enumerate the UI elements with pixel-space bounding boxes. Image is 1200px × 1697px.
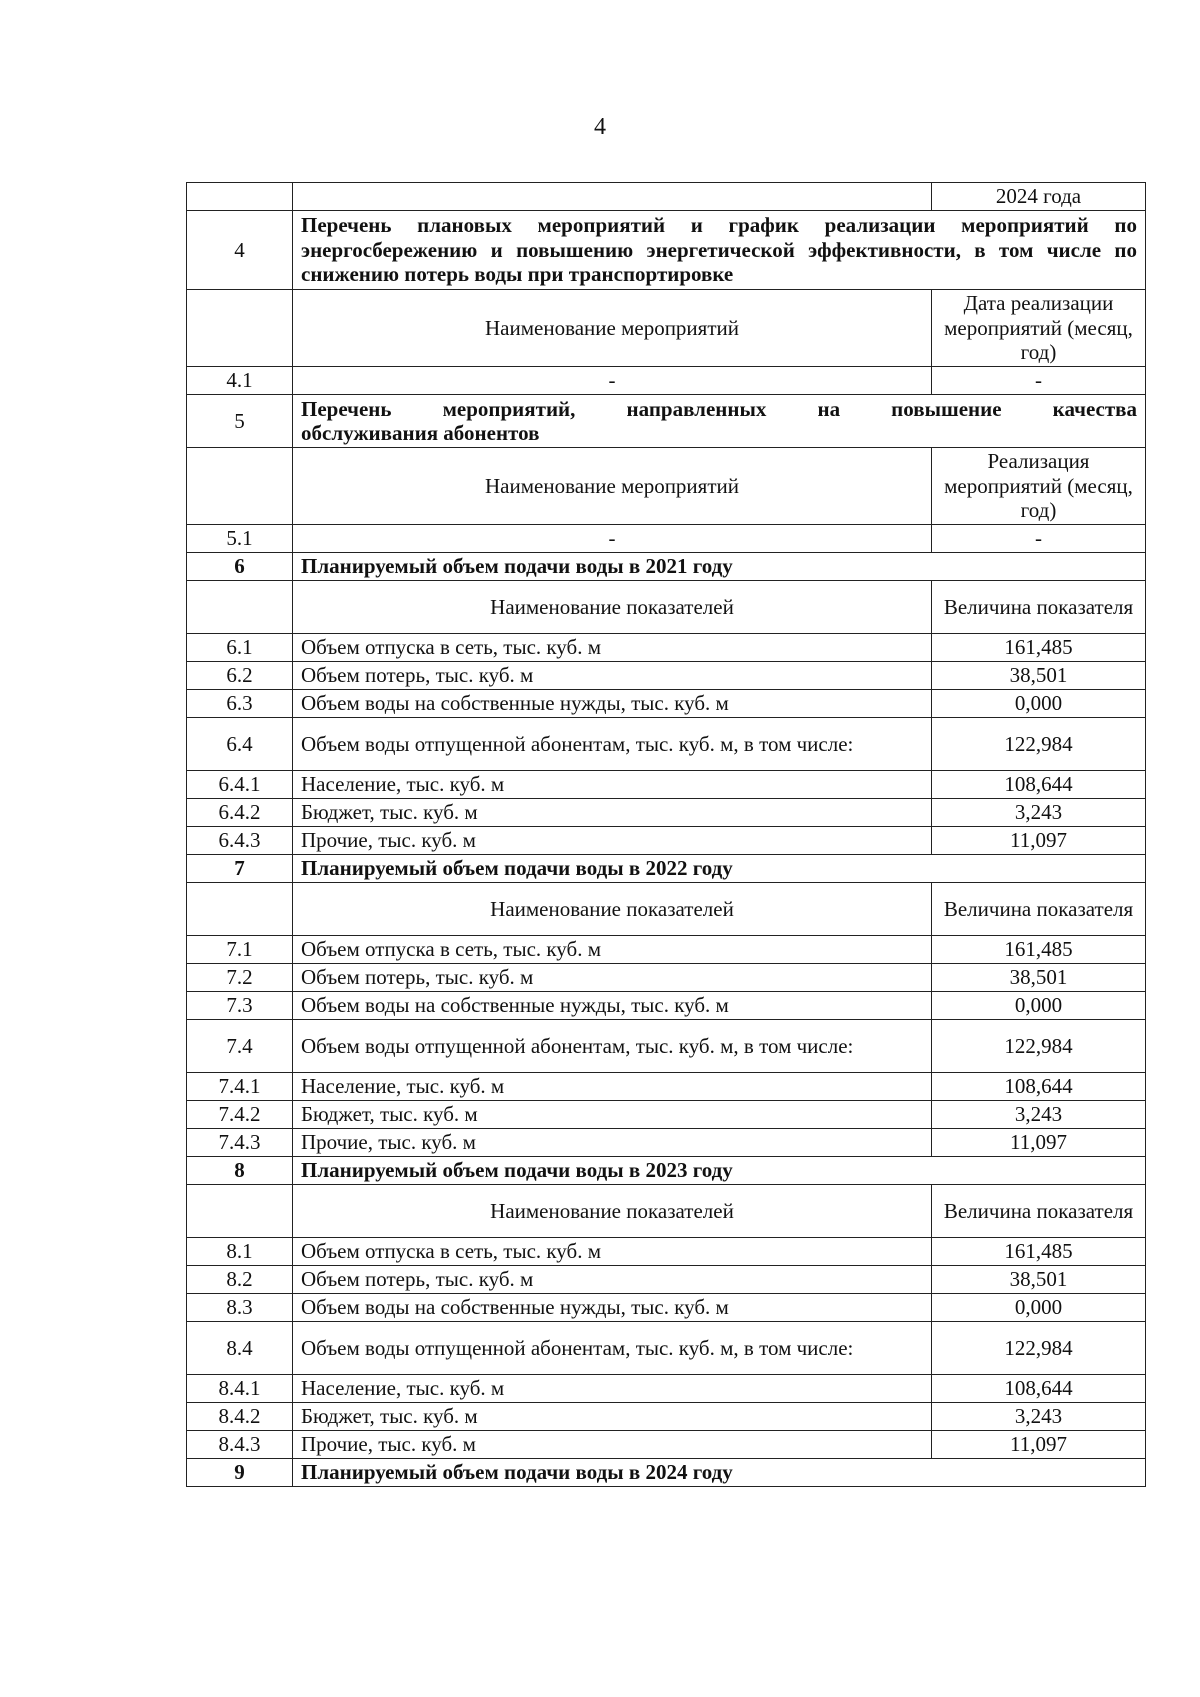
row-number-cell bbox=[187, 883, 293, 936]
section-title: Планируемый объем подачи воды в 2021 году bbox=[293, 553, 1146, 581]
row-number: 5.1 bbox=[187, 525, 293, 553]
row-name: Объем отпуска в сеть, тыс. куб. м bbox=[293, 1238, 932, 1266]
row-number: 6.4.2 bbox=[187, 799, 293, 827]
row-number-cell bbox=[187, 1185, 293, 1238]
row-number-cell bbox=[187, 581, 293, 634]
section-header-row bbox=[187, 211, 1146, 290]
table-row bbox=[187, 662, 1146, 690]
column-header-row bbox=[187, 448, 1146, 525]
section-number: 7 bbox=[187, 855, 293, 883]
section-title: Планируемый объем подачи воды в 2024 году bbox=[293, 1459, 1146, 1487]
row-name: Прочие, тыс. куб. м bbox=[293, 1431, 932, 1459]
row-name: Объем потерь, тыс. куб. м bbox=[293, 662, 932, 690]
section-title-line-2: обслуживания абонентов bbox=[301, 421, 540, 445]
row-value: 11,097 bbox=[932, 1431, 1146, 1459]
row-number: 6.4 bbox=[187, 718, 293, 771]
row-value: 0,000 bbox=[932, 992, 1146, 1020]
row-name: Объем потерь, тыс. куб. м bbox=[293, 1266, 932, 1294]
row-value: 161,485 bbox=[932, 936, 1146, 964]
row-number: 6.4.3 bbox=[187, 827, 293, 855]
column-header-value: Величина показателя bbox=[932, 1185, 1146, 1238]
table-row bbox=[187, 799, 1146, 827]
table-row bbox=[187, 936, 1146, 964]
row-number-cell bbox=[187, 448, 293, 525]
row-number-cell bbox=[187, 183, 293, 211]
column-header-name: Наименование показателей bbox=[293, 1185, 932, 1238]
row-name: Прочие, тыс. куб. м bbox=[293, 827, 932, 855]
row-name: - bbox=[293, 367, 932, 395]
row-number: 8.2 bbox=[187, 1266, 293, 1294]
row-number: 6.3 bbox=[187, 690, 293, 718]
table-row bbox=[187, 1238, 1146, 1266]
table-row bbox=[187, 1073, 1146, 1101]
section-header-row bbox=[187, 1459, 1146, 1487]
column-header-row bbox=[187, 290, 1146, 367]
column-header-date: Реализация мероприятий (месяц, год) bbox=[932, 448, 1146, 525]
row-number: 8.4 bbox=[187, 1322, 293, 1375]
row-value: 108,644 bbox=[932, 1073, 1146, 1101]
row-value: 108,644 bbox=[932, 771, 1146, 799]
table-row bbox=[187, 964, 1146, 992]
row-name: Объем воды на собственные нужды, тыс. куб. м bbox=[293, 1294, 932, 1322]
row-number: 6.1 bbox=[187, 634, 293, 662]
column-header-name: Наименование показателей bbox=[293, 883, 932, 936]
column-header-name: Наименование мероприятий bbox=[293, 290, 932, 367]
column-header-row bbox=[187, 1185, 1146, 1238]
row-value: 108,644 bbox=[932, 1375, 1146, 1403]
row-number: 8.4.1 bbox=[187, 1375, 293, 1403]
page-number: 4 bbox=[594, 114, 606, 140]
row-name: Прочие, тыс. куб. м bbox=[293, 1129, 932, 1157]
row-value: 0,000 bbox=[932, 1294, 1146, 1322]
column-header-name: Наименование мероприятий bbox=[293, 448, 932, 525]
section-header-row bbox=[187, 1157, 1146, 1185]
table-row bbox=[187, 690, 1146, 718]
table-row bbox=[187, 525, 1146, 553]
row-name: Объем воды на собственные нужды, тыс. куб. м bbox=[293, 690, 932, 718]
table-row bbox=[187, 1129, 1146, 1157]
row-value: 122,984 bbox=[932, 1020, 1146, 1073]
column-header-date: Дата реализации мероприятий (месяц, год) bbox=[932, 290, 1146, 367]
row-value: - bbox=[932, 525, 1146, 553]
section-number: 5 bbox=[187, 395, 293, 448]
table-row bbox=[187, 1375, 1146, 1403]
row-number: 7.4 bbox=[187, 1020, 293, 1073]
table-row bbox=[187, 1322, 1146, 1375]
row-name: Бюджет, тыс. куб. м bbox=[293, 1403, 932, 1431]
column-header-name: Наименование показателей bbox=[293, 581, 932, 634]
column-header-value: Величина показателя bbox=[932, 883, 1146, 936]
row-value: 122,984 bbox=[932, 718, 1146, 771]
row-name: Объем отпуска в сеть, тыс. куб. м bbox=[293, 936, 932, 964]
row-value: 11,097 bbox=[932, 827, 1146, 855]
row-value: 3,243 bbox=[932, 799, 1146, 827]
section-header-row bbox=[187, 553, 1146, 581]
row-name-cell bbox=[293, 183, 932, 211]
column-header-value: Величина показателя bbox=[932, 581, 1146, 634]
row-number: 8.4.3 bbox=[187, 1431, 293, 1459]
section-header-row bbox=[187, 855, 1146, 883]
row-value: 0,000 bbox=[932, 690, 1146, 718]
table-row bbox=[187, 827, 1146, 855]
row-value: 3,243 bbox=[932, 1403, 1146, 1431]
section-number: 4 bbox=[187, 211, 293, 290]
table-row bbox=[187, 183, 1146, 211]
row-name: Бюджет, тыс. куб. м bbox=[293, 799, 932, 827]
row-number: 8.4.2 bbox=[187, 1403, 293, 1431]
row-number-cell bbox=[187, 290, 293, 367]
row-number: 8.3 bbox=[187, 1294, 293, 1322]
section-number: 8 bbox=[187, 1157, 293, 1185]
row-name: Объем воды отпущенной абонентам, тыс. куб. м, в том числе: bbox=[293, 1020, 932, 1073]
row-value: 3,243 bbox=[932, 1101, 1146, 1129]
row-name: Население, тыс. куб. м bbox=[293, 771, 932, 799]
row-value: 38,501 bbox=[932, 1266, 1146, 1294]
row-name: Население, тыс. куб. м bbox=[293, 1073, 932, 1101]
section-number: 6 bbox=[187, 553, 293, 581]
program-table bbox=[186, 182, 1146, 1487]
row-number: 7.4.3 bbox=[187, 1129, 293, 1157]
table-row bbox=[187, 1294, 1146, 1322]
table-row bbox=[187, 1431, 1146, 1459]
row-number: 4.1 bbox=[187, 367, 293, 395]
table-row bbox=[187, 634, 1146, 662]
row-number: 6.2 bbox=[187, 662, 293, 690]
row-number: 7.2 bbox=[187, 964, 293, 992]
table-row bbox=[187, 992, 1146, 1020]
table-row bbox=[187, 718, 1146, 771]
row-value: 161,485 bbox=[932, 634, 1146, 662]
row-value: - bbox=[932, 367, 1146, 395]
column-header-row bbox=[187, 883, 1146, 936]
row-value: 38,501 bbox=[932, 964, 1146, 992]
row-number: 7.3 bbox=[187, 992, 293, 1020]
row-name: Объем воды отпущенной абонентам, тыс. куб. м, в том числе: bbox=[293, 718, 932, 771]
section-number: 9 bbox=[187, 1459, 293, 1487]
row-name: Бюджет, тыс. куб. м bbox=[293, 1101, 932, 1129]
table-row bbox=[187, 367, 1146, 395]
row-name: - bbox=[293, 525, 932, 553]
row-number: 7.4.1 bbox=[187, 1073, 293, 1101]
row-number: 7.1 bbox=[187, 936, 293, 964]
row-name: Объем потерь, тыс. куб. м bbox=[293, 964, 932, 992]
table-row bbox=[187, 1101, 1146, 1129]
row-value: 11,097 bbox=[932, 1129, 1146, 1157]
row-name: Объем воды отпущенной абонентам, тыс. куб. м, в том числе: bbox=[293, 1322, 932, 1375]
table-row bbox=[187, 771, 1146, 799]
section-title: Перечень плановых мероприятий и график реализации мероприятий по энергосбережению и повышению энергетической эффективности, в том числе по снижению потерь воды при транспортировке bbox=[293, 211, 1146, 290]
table-row bbox=[187, 1403, 1146, 1431]
section-title bbox=[293, 395, 1146, 448]
column-header-row bbox=[187, 581, 1146, 634]
row-name: Население, тыс. куб. м bbox=[293, 1375, 932, 1403]
section-title: Планируемый объем подачи воды в 2022 году bbox=[293, 855, 1146, 883]
table-row bbox=[187, 1020, 1146, 1073]
section-header-row bbox=[187, 395, 1146, 448]
row-number: 6.4.1 bbox=[187, 771, 293, 799]
row-name: Объем воды на собственные нужды, тыс. куб. м bbox=[293, 992, 932, 1020]
row-value-cell: 2024 года bbox=[932, 183, 1146, 211]
section-title: Планируемый объем подачи воды в 2023 году bbox=[293, 1157, 1146, 1185]
row-number: 8.1 bbox=[187, 1238, 293, 1266]
row-number: 7.4.2 bbox=[187, 1101, 293, 1129]
row-value: 161,485 bbox=[932, 1238, 1146, 1266]
row-value: 122,984 bbox=[932, 1322, 1146, 1375]
table-row bbox=[187, 1266, 1146, 1294]
row-name: Объем отпуска в сеть, тыс. куб. м bbox=[293, 634, 932, 662]
row-value: 38,501 bbox=[932, 662, 1146, 690]
section-title-line-1: Перечень мероприятий, направленных на повышение качества bbox=[301, 396, 1137, 421]
